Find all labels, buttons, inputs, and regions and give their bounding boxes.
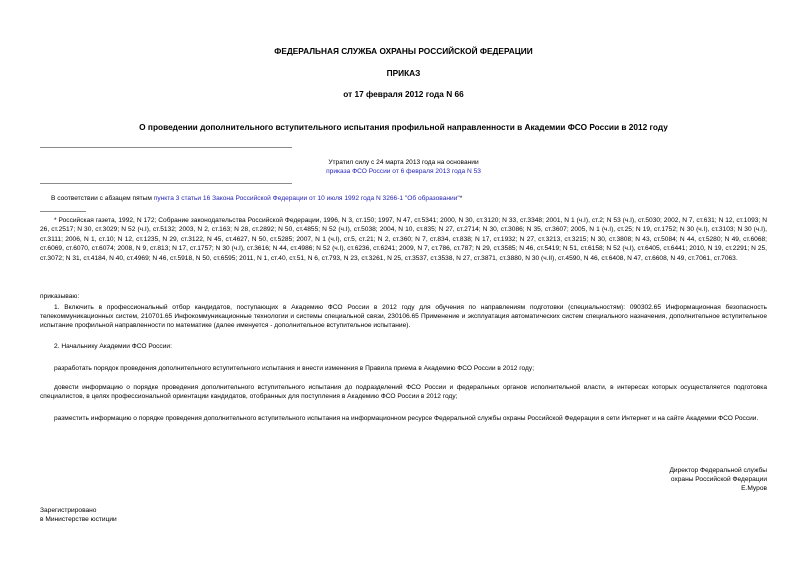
law-link[interactable]: пункта 3 статьи 16 Закона Российской Федерации от 10 июля 1992 года N 3266-1 "Об образовании" — [153, 195, 460, 202]
signature-name: Е.Муров — [741, 485, 767, 492]
divider — [40, 183, 292, 184]
divider — [40, 147, 292, 148]
signature-title-2: охраны Российской Федерации — [670, 476, 767, 483]
order-word: приказываю: — [40, 293, 80, 300]
registration-line-2: в Министерстве юстиции — [40, 516, 117, 523]
registration-block — [40, 506, 117, 524]
signature-title-1: Директор Федеральной службы — [669, 467, 767, 474]
preamble-text: В соответствии с абзацем пятым — [51, 195, 154, 202]
footnote: * Российская газета, 1992, N 172; Собрание законодательства Российской Федерации, 1996, N 3, ст.150; 1997, N 47, ст.5341; 2000, N 30, ст.3120; N 33, ст.3348; 2001, N 1 (ч.I), ст.2; N 53 (ч.I), ст.5030; 2002, N 7, ст.631; N 12, ст.1093; N 26, ст.2517; N 30, ст.3029; N 52 (ч.I), ст.5132; 2003, N 2, ст.163; N 28, ст.2892; N 50, ст.4855; N 52 (ч.I), ст.5038; 2004, N 10, ст.835; N 27, ст.2714; N 30, ст.3086; N 35, ст.3607; 2005, N 1 (ч.I), ст.25; N 19, ст.1752; N 30 (ч.I), ст.3103; N 30 (ч.I), ст.3111; 2006, N 1, ст.10; N 12, ст.1235, N 29, ст.3122, N 45, ст.4627, N 50, ст.5285; 2007, N 1 (ч.I), ст.5, ст.21; N 2, ст.360; N 7, ст.834, ст.838; N 17, ст.1932; N 27, ст.3213, ст.3215; N 30, ст.3808; N 43, ст.5084; N 44, ст.5280; N 49, ст.6068; ст.6069, ст.6070, ст.6074; 2008, N 9, ст.813; N 17, ст.1757; N 30 (ч.I), ст.3616; N 44, ст.4986; N 52 (ч.I), ст.6236, ст.6241; 2009, N 7, ст.786, ст.787; N 29, ст.3585; N 46, ст.5419; N 51, ст.6158; N 52 (ч.I), ст.6405, ст.6441; 2010, N 19, ст.2291; N 25, ст.3072; N 31, ст.4184, N 40, ст.4969; N 46, ст.5918, N 50, ст.6595; 2011, N 1, ст.40, ст.51, N 6, ст.793, N 23, ст.3261, N 25, ст.3537, ст.3538, N 27, ст.3871, ст.3880, N 30 (ч.II), ст.4590, N 46, ст.6408, N 47, ст.6608, N 49, ст.7061, ст.7063. — [40, 217, 767, 262]
paragraph-2b: довести информацию о порядке проведения дополнительного вступительного испытания до подразделений ФСО России и федеральных органов исполнительной власти, в интересах которых осуществляется подготовка специалистов, в целях профессиональной ориентации кандидатов, отобранных для поступления в Академию ФСО России в 2012 году; — [40, 384, 767, 401]
document-type: ПРИКАЗ — [386, 68, 421, 78]
paragraph-1: 1. Включить в профессиональный отбор кандидатов, поступающих в Академию ФСО России в 2012 году для обучения по направлениям подготовки (специальностям): 090302.65 Информационная безопасность телекоммуникационных систем, 210701.65 Инфокоммуникационные технологии и системы специальной связи, 230106.65 Применение и эксплуатация автоматических систем специального назначения, дополнительное вступительное испытание профильной направленности по математике (далее именуется - дополнительное вступительное испытание). — [40, 304, 767, 330]
paragraph-2: 2. Начальнику Академии ФСО России: — [54, 343, 172, 350]
repeal-order-link[interactable]: приказа ФСО России от 6 февраля 2013 года N 53 — [326, 168, 481, 175]
paragraph-2a: разработать порядок проведения дополнительного вступительного испытания и внести изменения в Правила приема в Академию ФСО России в 2012 году; — [54, 365, 535, 372]
agency-name: ФЕДЕРАЛЬНАЯ СЛУЖБА ОХРАНЫ РОССИЙСКОЙ ФЕДЕРАЦИИ — [274, 46, 533, 56]
paragraph-2c: разместить информацию о порядке проведения дополнительного вступительного испытания на информационном ресурсе Федеральной службы охраны Российской Федерации в сети Интернет и на сайте Академии ФСО России. — [54, 415, 759, 422]
preamble — [51, 194, 767, 203]
status-line: Утратил силу с 24 марта 2013 года на основании — [328, 159, 479, 166]
footnote-divider — [40, 211, 86, 212]
document-date-number: от 17 февраля 2012 года N 66 — [343, 89, 464, 99]
document-title: О проведении дополнительного вступительного испытания профильной направленности в Академии ФСО России в 2012 году — [139, 122, 668, 132]
footnote-marker: * — [459, 195, 463, 202]
registration-line-1: Зарегистрировано — [40, 507, 97, 514]
signature-block — [669, 466, 767, 493]
